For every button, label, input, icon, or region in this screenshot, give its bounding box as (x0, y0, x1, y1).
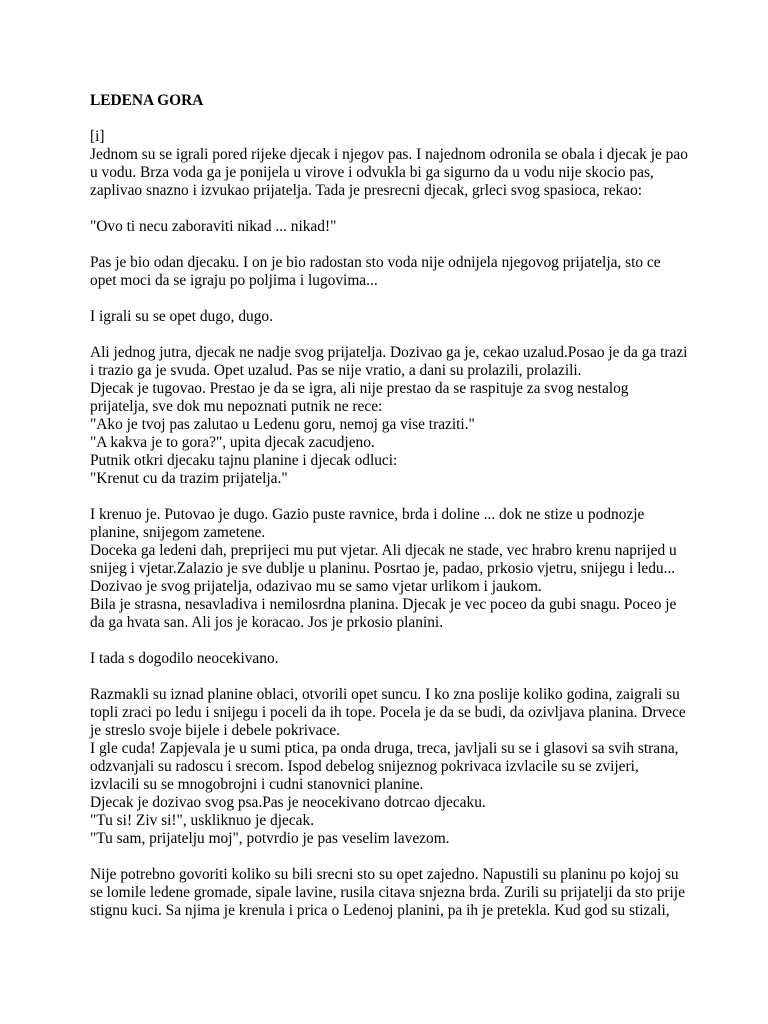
text-line: I krenuo je. Putovao je dugo. Gazio puste ravnice, brda i doline ... dok ne stize u podnozje (90, 506, 645, 523)
text-line: Putnik otkri djecaku tajnu planine i djecak odluci: (90, 452, 398, 469)
text-line: Doceka ga ledeni dah, preprijeci mu put vjetar. Ali djecak ne stade, vec hrabro krenu naprijed u (90, 542, 677, 559)
text-line: i trazio ga je svuda. Opet uzalud. Pas se nije vratio, a dani su prolazili, prolazili. (90, 362, 582, 379)
text-line: "Ako je tvoj pas zalutao u Ledenu goru, nemoj ga vise traziti." (90, 416, 475, 433)
text-line: stignu kuci. Sa njima je krenula i prica o Ledenoj planini, pa ih je pretekla. Kud god su stizali, (90, 902, 670, 919)
text-line: I igrali su se opet dugo, dugo. (90, 308, 273, 325)
text-line: Pas je bio odan djecaku. I on je bio radostan sto voda nije odnijela njegovog prijatelja, sto ce (90, 254, 661, 271)
document-title: LEDENA GORA (90, 92, 204, 109)
text-line: Djecak je dozivao svog psa.Pas je neocekivano dotrcao djecaku. (90, 794, 486, 811)
text-line: Dozivao je svog prijatelja, odazivao mu se samo vjetar urlikom i jaukom. (90, 578, 542, 595)
text-line: da ga hvata san. Ali jos je koracao. Jos je prkosio planini. (90, 614, 444, 631)
paragraph-2 (90, 218, 690, 236)
paragraph-3 (90, 254, 690, 290)
paragraph-7 (90, 650, 690, 668)
paragraph-8 (90, 686, 690, 848)
paragraph-9 (90, 866, 690, 920)
text-line: se lomile ledene gromade, sipale lavine, rusila citava snjezna brda. Zurili su prijatelji da sto prije (90, 884, 685, 901)
text-line: "Tu si! Ziv si!", uskliknuo je djecak. (90, 812, 315, 829)
text-line: opet moci da se igraju po poljima i lugovima... (90, 272, 378, 289)
paragraph-1 (90, 128, 690, 200)
text-line: Razmakli su iznad planine oblaci, otvorili opet suncu. I ko zna poslije koliko godina, zaigrali su (90, 686, 680, 703)
text-line: odzvanjali su radoscu i srecom. Ispod debelog snijeznog pokrivaca izvlacile su se zvijeri, (90, 758, 639, 775)
text-line: [i] (90, 128, 105, 145)
text-line: snijeg i vjetar.Zalazio je sve dublje u planinu. Posrtao je, padao, prkosio vjetru, snijegu i ledu... (90, 560, 676, 577)
text-line: "A kakva je to gora?", upita djecak zacudjeno. (90, 434, 375, 451)
text-line: "Tu sam, prijatelju moj", potvrdio je pas veselim lavezom. (90, 830, 450, 847)
document-page (90, 92, 690, 938)
text-line: topli zraci po ledu i snijegu i poceli da ih tope. Pocela je da se budi, da ozivljava planina. Drvece (90, 704, 686, 721)
text-line: I gle cuda! Zapjevala je u sumi ptica, pa onda druga, treca, javljali su se i glasovi sa svih strana, (90, 740, 679, 757)
text-line: Nije potrebno govoriti koliko su bili srecni sto su opet zajedno. Napustili su planinu po kojoj su (90, 866, 679, 883)
text-line: izvlacili su se mnogobrojni i cudni stanovnici planine. (90, 776, 424, 793)
text-line: "Krenut cu da trazim prijatelja." (90, 470, 288, 487)
text-line: Jednom su se igrali pored rijeke djecak i njegov pas. I najednom odronila se obala i djecak je pao (90, 146, 688, 163)
text-line: prijatelja, sve dok mu nepoznati putnik ne rece: (90, 398, 383, 415)
text-line: zaplivao snazno i izvukao prijatelja. Tada je presrecni djecak, grleci svog spasioca, rekao: (90, 182, 643, 199)
text-line: je streslo svoje bijele i debele pokrivace. (90, 722, 341, 739)
paragraph-5 (90, 344, 690, 488)
text-line: "Ovo ti necu zaboraviti nikad ... nikad!" (90, 218, 337, 235)
text-line: planine, snijegom zametene. (90, 524, 266, 541)
paragraph-6 (90, 506, 690, 632)
text-line: I tada s dogodilo neocekivano. (90, 650, 279, 667)
text-line: Bila je strasna, nesavladiva i nemilosrdna planina. Djecak je vec poceo da gubi snagu. Poceo je (90, 596, 677, 613)
text-line: Djecak je tugovao. Prestao je da se igra, ali nije prestao da se raspituje za svog nestalog (90, 380, 629, 397)
paragraph-4 (90, 308, 690, 326)
text-line: Ali jednog jutra, djecak ne nadje svog prijatelja. Dozivao ga je, cekao uzalud.Posao je da ga trazi (90, 344, 688, 361)
text-line: u vodu. Brza voda ga je ponijela u virove i odvukla bi ga sigurno da u vodu nije skocio pas, (90, 164, 654, 181)
